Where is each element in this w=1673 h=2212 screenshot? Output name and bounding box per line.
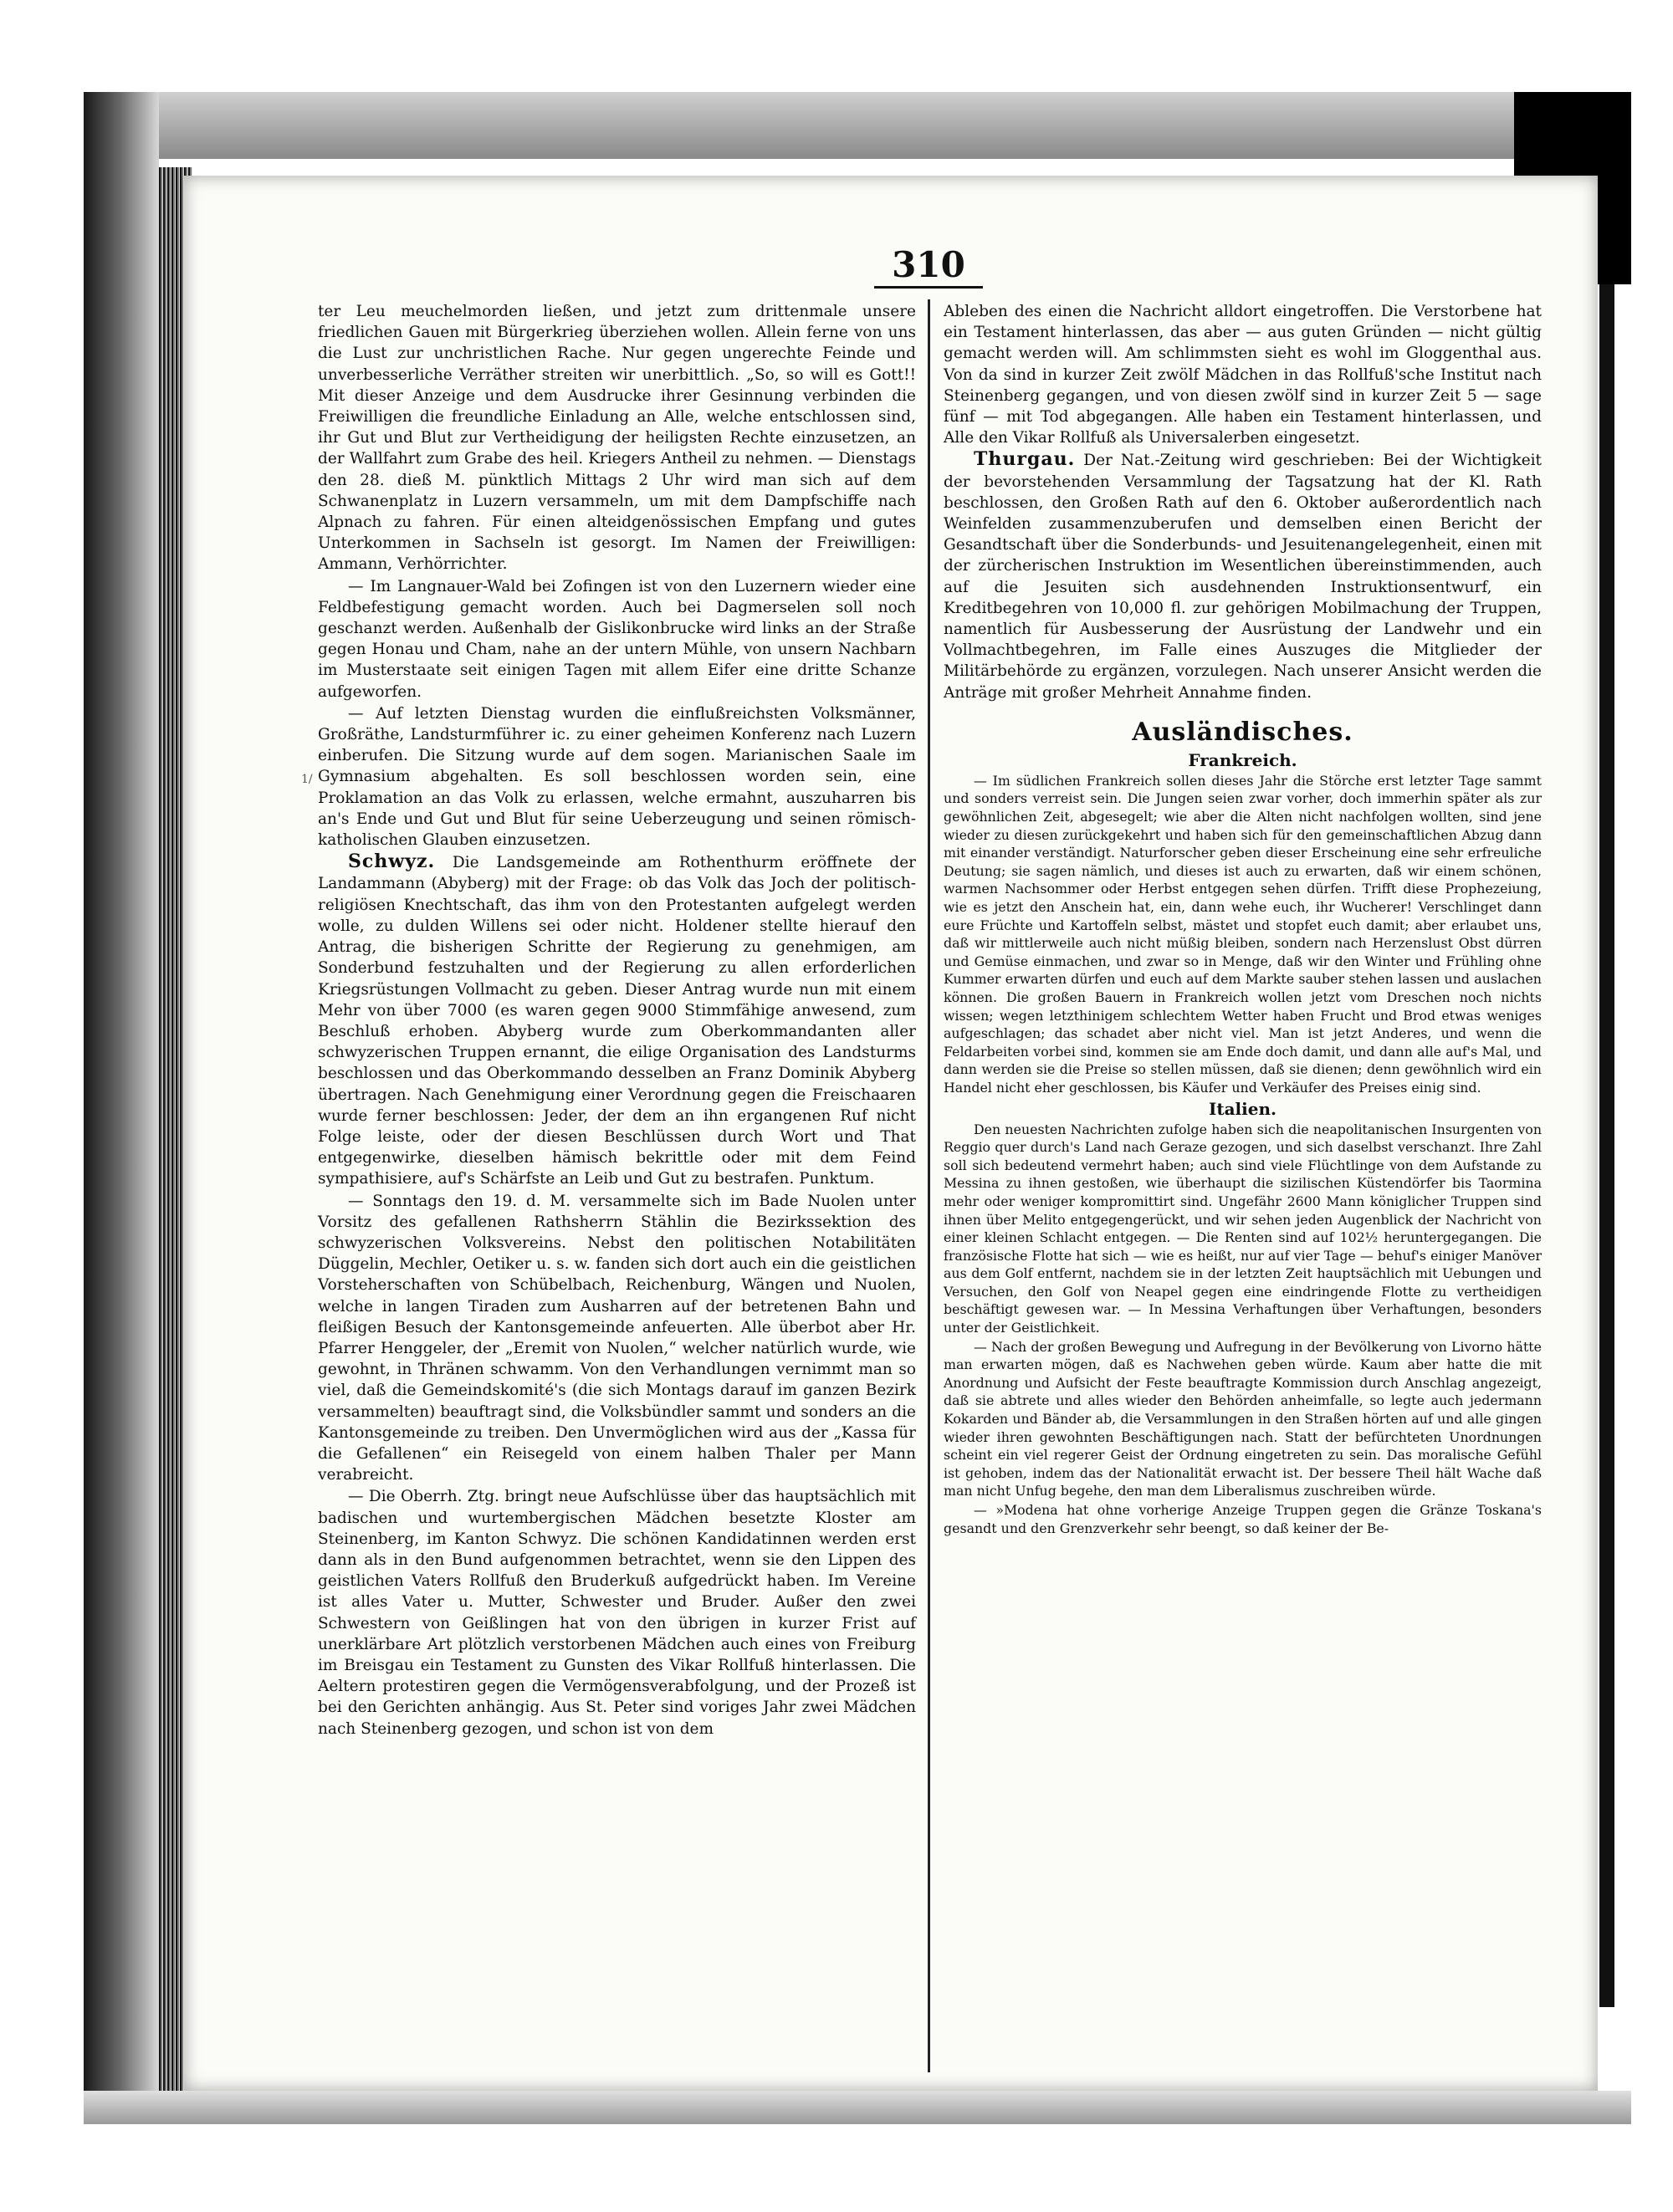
left-column [318, 301, 916, 1740]
scan-background-top [84, 92, 1631, 159]
left-paragraph-1: ter Leu meuchelmorden ließen, und jetzt zum drittenmale unsere friedlichen Gauen mit Bürgerkrieg überziehen wollen. Allein ferne von uns die Lust zur unchristlichen Rache. Nur gegen ungerechte Feinde und unverbesserliche Verräther streiten wir unerbittlich. „So, so will es Gott!! Mit dieser Anzeige und dem Ausdrucke ihrer Gesinnung verbinden die Freiwilligen die freundliche Einladung an Alle, welche entschlossen sind, ihr Gut und Blut zur Vertheidigung der heiligsten Rechte einzusetzen, an der Wallfahrt zum Grabe des heil. Kriegers Antheil zu nehmen. — Dienstags den 28. dieß M. pünktlich Mittags 2 Uhr wird man sich auf dem Schwanenplatz in Luzern versammeln, um mit dem Dampfschiffe nach Alpnach zu fahren. Für einen alteidgenössischen Empfang und gutes Unterkommen in Sachseln ist gesorgt. Im Namen der Freiwilligen: Ammann, Verhörrichter. [318, 303, 916, 574]
left-paragraph-6: — Die Oberrh. Ztg. bringt neue Aufschlüsse über das hauptsächlich mit badischen und wurtembergischen Mädchen besetzte Kloster am Steinenberg, im Kanton Schwyz. Die schönen Kandidatinnen werden erst dann als in den Bund aufgenommen betrachtet, wenn sie den Lippen des geistlichen Vaters Rollfuß den Bruderkuß aufgedrückt haben. Im Vereine ist alles Vater u. Mutter, Schwester und Bruder. Außer den zwei Schwestern von Geißlingen hat von den übrigen in kurzer Frist auf unerklärbare Art plötzlich verstorbenen Mädchen auch eines von Freiburg im Breisgau ein Testament zu Gunsten des Vikar Rollfuß hinterlassen. Die Aeltern protestiren gegen die Vermögensverabfolgung, und der Prozeß ist bei den Gerichten anhängig. Aus St. Peter sind voriges Jahr zwei Mädchen nach Steinenberg gezogen, und schon ist von dem [318, 1488, 916, 1738]
right-column [944, 301, 1542, 1538]
left-paragraph-schwyz [318, 851, 916, 1189]
heading-italien: Italien. [1209, 1098, 1276, 1119]
right-paragraph-thurgau-text: Der Nat.-Zeitung wird geschrieben: Bei der Wichtigkeit der bevorstehenden Versammlung der Tagsatzung hat der Kl. Rath beschlossen, den Großen Rath auf den 6. Oktober außerordentlich nach Weinfelden zusammenzuberufen und demselben einen Bericht der Gesandtschaft über die Sonderbunds- und Jesuitenangelegenheit, einen mit der zürcherischen Instruktion im Wesentlichen übereinstimmenden, auch auf die Jesuiten sich ausdehnenden Instruktionsentwurf, ein Kreditbegehren von 10,000 fl. zur gehörigen Mobilmachung der Truppen, namentlich für Ausbesserung der Ausrüstung der Landwehr und ein Vollmachtbegehren, im Falle eines Auszuges die Mitglieder der Militärbehörde zu ergänzen, vorzulegen. Nach unserer Ansicht werden die Anträge mit großer Mehrheit Annahme finden. [944, 452, 1542, 702]
marginal-mark: 1/ [301, 773, 313, 786]
column-divider [928, 299, 930, 2072]
right-paragraph-1: Ableben des einen die Nachricht alldort eingetroffen. Die Verstorbene hat ein Testament hinterlassen, das aber — aus guten Gründen — nicht gültig gemacht werden will. Am schlimmsten sieht es wohl im Gloggenthal aus. Von da sind in kurzer Zeit zwölf Mädchen in das Rollfuß'sche Institut nach Steinenberg gegangen, und von diesen zwölf sind in kurzer Zeit 5 — sage fünf — mit Tod abgegangen. Alle haben ein Testament hinterlassen, und Alle den Vikar Rollfuß als Universalerben eingesetzt. [944, 303, 1542, 447]
italy-paragraph-2: — Nach der großen Bewegung und Aufregung in der Bevölkerung von Livorno hätte man erwarten mögen, daß es Nachwehen geben würde. Kaum aber hatte die mit Anordnung und Aufsicht der Feste beauftragte Kommission durch Anschlag angezeigt, daß sie abtrete und alles wieder den Behörden anheimfalle, so legte auch jedermann Kokarden und Bänder ab, die Versammlungen in den Straßen hörten auf und alle gingen wieder ihren gewohnten Beschäftigungen nach. Statt der befürchteten Unordnungen scheint ein viel regerer Geist der Ordnung eingetreten zu sein. Das moralische Gefühl ist gehoben, indem das der Nationalität erwacht ist. Der bessere Theil hält Wache daß man nicht Unfug begehe, den man dem Liberalismus zuschreiben würde. [944, 1338, 1542, 1499]
scan-background-bottom [84, 2091, 1631, 2124]
right-paragraph-thurgau [944, 449, 1542, 702]
scan-background-left [84, 92, 159, 2116]
left-paragraph-schwyz-text: Die Landsgemeinde am Rothenthurm eröffnete der Landammann (Abyberg) mit der Frage: ob das Volk das Joch der politisch-religiösen Knechtschaft, das ihm von den Protestanten aufgelegt werden wolle, zu dulden Willens sei oder nicht. Holdener stellte hierauf den Antrag, die bisherigen Schritte der Regierung zu genehmigen, am Sonderbund festzuhalten und der Regierung zu allen erforderlichen Kriegsrüstungen Vollmacht zu geben. Dieser Antrag wurde nun mit einem Mehr von über 7000 (es waren gegen 9000 Stimmfähige anwesend, zum Beschluß erhoben. Abyberg wurde zum Oberkommandanten aller schwyzerischen Truppen ernannt, die eilige Organisation des Landsturms beschlossen und das Oberkommando desselben an Franz Dominik Abyberg übertragen. Nach Genehmigung einer Verordnung gegen die Freischaaren wurde ferner beschlossen: Jeder, der dem an ihn ergangenen Ruf nicht Folge leiste, oder der diesen Beschlüssen durch Wort und That entgegenwirke, dieselben hämisch bekrittle oder mit dem Feind sympathisiere, auf's Schärfste an Leib und Gut zu bestrafen. Punktum. [318, 854, 916, 1188]
italy-paragraph-3: — »Modena hat ohne vorherige Anzeige Truppen gegen die Gränze Toskana's gesandt und den Grenzverkehr sehr beengt, so daß keiner der Be- [944, 1502, 1542, 1536]
section-heading-auslaendisches: Ausländisches. [1132, 717, 1353, 747]
france-paragraph-1: — Im südlichen Frankreich sollen dieses Jahr die Störche erst letzter Tage sammt und sonders verreist sein. Die Jungen seien zwar vorher, doch immerhin später als zur gewöhnlichen Zeit, abgesegelt; wie aber die Alten nicht nachfolgen wollten, sind jene wieder zu diesen zurückgekehrt und haben sich für den gemeinschaftlichen Abzug dann mit einander verständigt. Naturforscher geben dieser Erscheinung eine sehr erfreuliche Deutung; sie sagen nämlich, und dieses ist auch zu erwarten, daß wir einem schönen, warmen Nachsommer oder Herbst entgegen sehen dürfen. Trifft diese Prophezeiung, wie es jetzt den Anschein hat, ein, dann wehe euch, ihr Wucherer! Verschlinget dann eure Früchte und Kartoffeln selbst, mästet und stopfet euch damit; aber erlaubet uns, daß wir mittlerweile auch nicht müßig bleiben, sondern nach Herzenslust Obst dürren und Gemüse einmachen, und zwar so in Menge, daß wir den Winter und Frühling ohne Kummer erwarten dürfen und euch auf dem Markte sauber stehen lassen und auslachen können. Die großen Bauern in Frankreich wollen jetzt vom Dreschen noch nichts wissen; wegen letzthinigem schlechtem Wetter haben Frucht und Brod etwas weniges aufgeschlagen; das schadet aber nicht viel. Man ist jetzt Anderes, und wenn die Feldarbeiten vorbei sind, kommen sie am Ende doch damit, und dann alle auf's Mal, und dann werden sie die Preise so stellen müssen, daß sie dienen; denn gewöhnlich wird ein Handel nicht eher geschlossen, bis Käufer und Verkäufer des Preises einig sind. [944, 772, 1542, 1096]
left-paragraph-3: — Auf letzten Dienstag wurden die einflußreichsten Volksmänner, Großräthe, Landsturmführer ic. zu einer geheimen Konferenz nach Luzern einberufen. Die Sitzung wurde auf dem sogen. Marianischen Saale im Gymnasium abgehalten. Es soll beschlossen worden sein, eine Proklamation an das Volk zu erlassen, welche ermahnt, auszuharren bis an's Ende und Gut und Blut für seine Ueberzeugung und seinen römisch-katholischen Glauben einzusetzen. [318, 704, 916, 850]
lead-schwyz: Schwyz. [348, 851, 436, 873]
lead-thurgau: Thurgau. [974, 448, 1076, 471]
page-number: 310 [892, 244, 965, 285]
left-paragraph-2: — Im Langnauer-Wald bei Zofingen ist von den Luzernern wieder eine Feldbefestigung gemacht worden. Auch bei Dagmerselen soll noch geschanzt werden. Außenhalb der Gislikonbrucke wird links an der Straße gegen Honau und Cham, nahe an der untern Mühle, von unsern Nachbarn im Musterstaate seit einigen Tagen mit allem Eifer eine dritte Schanze aufgeworfen. [318, 577, 916, 701]
italy-paragraph-1: Den neuesten Nachrichten zufolge haben sich die neapolitanischen Insurgenten von Reggio quer durch's Land nach Geraze gezogen, und sich daselbst verschanzt. Ihre Zahl soll sich bedeutend vermehrt haben; auch sind viele Flüchtlinge von dem Aufstande zu Messina zu ihnen gestoßen, wie überhaupt die sizilischen Küstendörfer bis Taormina mehr oder weniger kompromittirt sind. Ungefähr 2600 Mann königlicher Truppen sind ihnen über Melito entgegengerückt, und wir sehen jeden Augenblick der Nachricht von einer kleinen Schlacht entgegen. — Die Renten sind auf 102½ heruntergegangen. Die französische Flotte hat sich — wie es heißt, nur auf vier Tage — behuf's einiger Manöver aus dem Golf entfernt, nachdem sie in der letzten Zeit hauptsächlich mit Uebungen und Versuchen, den Golf von Neapel gegen eine eindringende Flotte zu vertheidigen beschäftigt gewesen war. — In Messina Verhaftungen über Verhaftungen, besonders unter der Geistlichkeit. [944, 1121, 1542, 1336]
page-number-rule [874, 286, 983, 289]
scan-background-right-edge [1599, 284, 1614, 2007]
left-paragraph-5: — Sonntags den 19. d. M. versammelte sich im Bade Nuolen unter Vorsitz des gefallenen Rathsherrn Stählin die Bezirkssektion des schwyzerischen Volksvereins. Nebst den politischen Notabilitäten Düggelin, Mechler, Oetiker u. s. w. fanden sich dort auch ein die geistlichen Vorsteherschaften von Schübelbach, Reichenburg, Wängen und Nuolen, welche in langen Tiraden zum Ausharren auf der betretenen Bahn und fleißigen Besuch der Kantonsgemeinde anfeuerten. Alle überbot aber Hr. Pfarrer Henggeler, der „Eremit von Nuolen,“ welcher natürlich wurde, wie gewohnt, in Thränen schwamm. Von den Verhandlungen vernimmt man so viel, daß die Gemeindskomité's (die sich Montags darauf im ganzen Bezirk versammelten) beauftragt sind, die Volksbündler sammt und sonders an die Kantonsgemeinde zu treiben. Den Unvermöglichen wird aus der „Kassa für die Gefallenen“ ein Reisegeld von einem halben Thaler per Mann verabreicht. [318, 1192, 916, 1484]
heading-frankreich: Frankreich. [1188, 749, 1297, 770]
